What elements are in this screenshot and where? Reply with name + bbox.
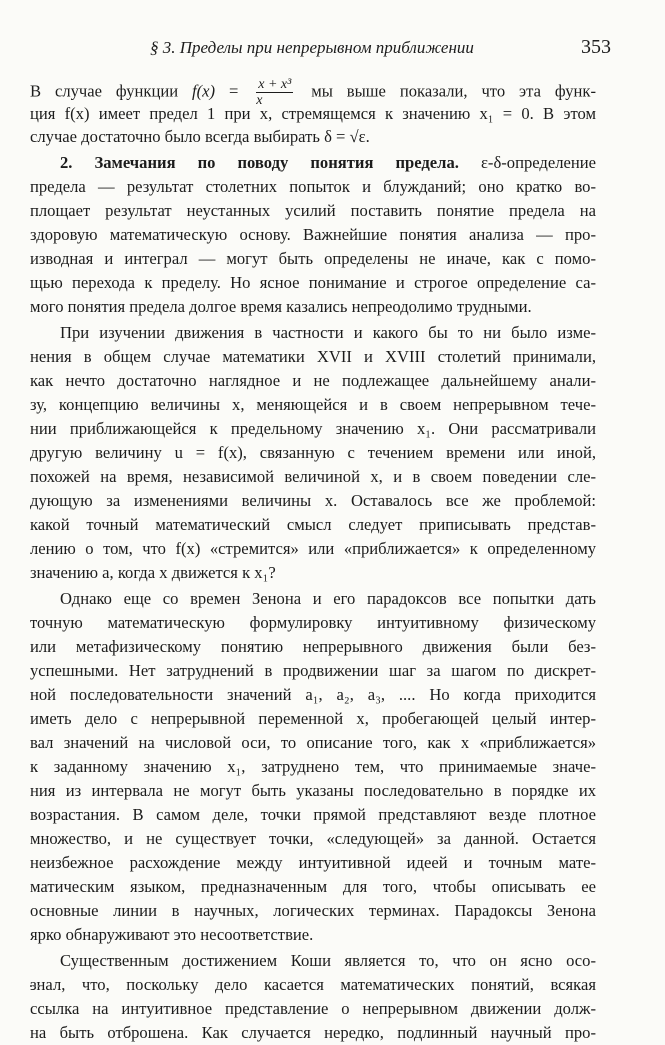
running-header bbox=[0, 30, 665, 60]
text-line: дующую за изменениями величины x. Оставалось все же проблемой: bbox=[30, 491, 596, 510]
text-line: точную математическую формулировку интуитивному физическому bbox=[30, 613, 596, 632]
line-segment: мы выше показали, что эта функ- bbox=[297, 81, 597, 101]
text-line: зу, концепцию величины x, меняющейся и в своем непрерывном тече- bbox=[30, 395, 596, 414]
text-line: здоровую математическую основу. Важнейшие понятия анализа — про- bbox=[30, 225, 596, 244]
section-heading: 2. Замечания по поводу понятия предела. bbox=[60, 153, 459, 172]
text-line: изводная и интеграл — могут быть определены не иначе, как с помо- bbox=[30, 249, 596, 268]
text-line: к заданному значению x₁, затруднено тем, что принимаемые значе- bbox=[30, 757, 596, 776]
text-line: матическим языком, предназначенным для того, чтобы описывать ее bbox=[30, 877, 596, 896]
text-line: площает результат неустанных усилий поставить понятие предела на bbox=[30, 201, 596, 220]
text-line: иметь дело с непрерывной переменной x, пробегающей целый интер- bbox=[30, 709, 596, 728]
text-line: лению о том, что f(x) «стремится» или «приближается» к определенному bbox=[30, 539, 596, 558]
text-line: знал, что, поскольку дело касается математических понятий, всякая bbox=[30, 975, 596, 994]
text-line: нения в общем случае математики XVII и XVIII столетий принимали, bbox=[30, 347, 596, 366]
text-line: мого понятия предела долгое время казались непреодолимо трудными. bbox=[30, 297, 532, 316]
text-line: ярко обнаруживают это несоответствие. bbox=[30, 925, 314, 944]
text-line: на быть отброшена. Как случается нередко, подлинный научный про- bbox=[30, 1023, 596, 1042]
text-line: щью перехода к пределу. Но ясное понимание и строгое определение са- bbox=[30, 273, 596, 292]
next-line-fragment bbox=[30, 985, 40, 990]
line-segment: В случае функции bbox=[30, 81, 193, 101]
text-line: другую величину u = f(x), связанную с течением времени или иной, bbox=[30, 443, 596, 462]
page-number: 353 bbox=[581, 36, 611, 58]
section-heading-line bbox=[60, 151, 596, 175]
function-expression: f(x) bbox=[192, 81, 216, 101]
text-line: похожей на время, независимой величиной x, и в своем поведении сле- bbox=[30, 467, 596, 486]
text-line: ция f(x) имеет предел 1 при x, стремящемся к значению x₁ = 0. В этом bbox=[30, 104, 596, 123]
text-line-formula bbox=[30, 77, 597, 108]
text-line: вал значений на числовой оси, то описание того, как x «приближается» bbox=[30, 733, 596, 752]
text-line: ния из интервала не могут быть указаны последовательно в порядке их bbox=[30, 781, 596, 800]
text-line: успешными. Нет затруднений в продвижении шаг за шагом по дискрет- bbox=[30, 661, 596, 680]
fraction-numerator: x + x³ bbox=[258, 77, 292, 92]
text-line: основные линии в научных, логических терминах. Парадоксы Зенона bbox=[30, 901, 596, 920]
fraction-denominator: x bbox=[256, 93, 263, 108]
line-segment: ε-δ-определение bbox=[458, 153, 597, 172]
text-line: нии приближающейся к предельному значению x₁. Они рассматривали bbox=[30, 419, 596, 438]
text-line: При изучении движения в частности и какого бы то ни было изме- bbox=[60, 323, 596, 342]
text-line: какой точный математический смысл следует приписывать представ- bbox=[30, 515, 596, 534]
text-line: как нечто достаточно наглядное и не подлежащее дальнейшему анали- bbox=[30, 371, 596, 390]
text-line: предела — результат столетних попыток и блужданий; оно кратко во- bbox=[30, 177, 596, 196]
text-line: возрастания. В самом деле, точки прямой представляют везде плотное bbox=[30, 805, 596, 824]
text-line: случае достаточно было всегда выбирать δ = √ε. bbox=[30, 127, 370, 146]
text-line: значению a, когда x движется к x₁? bbox=[30, 563, 276, 582]
text-line: Существенным достижением Коши является то, что он ясно осо- bbox=[60, 951, 596, 970]
text-line: множество, и не существует точки, «следующей» за данной. Остается bbox=[30, 829, 596, 848]
text-line: или метафизическому понятию непрерывного движения были без- bbox=[30, 637, 596, 656]
text-line: Однако еще со времен Зенона и его парадоксов все попытки дать bbox=[60, 589, 596, 608]
running-title: § 3. Пределы при непрерывном приближении bbox=[150, 38, 474, 57]
text-line: неизбежное расхождение между интуитивной идеей и точным мате- bbox=[30, 853, 596, 872]
text-line: ссылка на интуитивное представление о непрерывном движении долж- bbox=[30, 999, 596, 1018]
equals-sign: = bbox=[215, 81, 253, 101]
text-line: ной последовательности значений a₁, a₂, a₃, .... Но когда приходится bbox=[30, 685, 596, 704]
